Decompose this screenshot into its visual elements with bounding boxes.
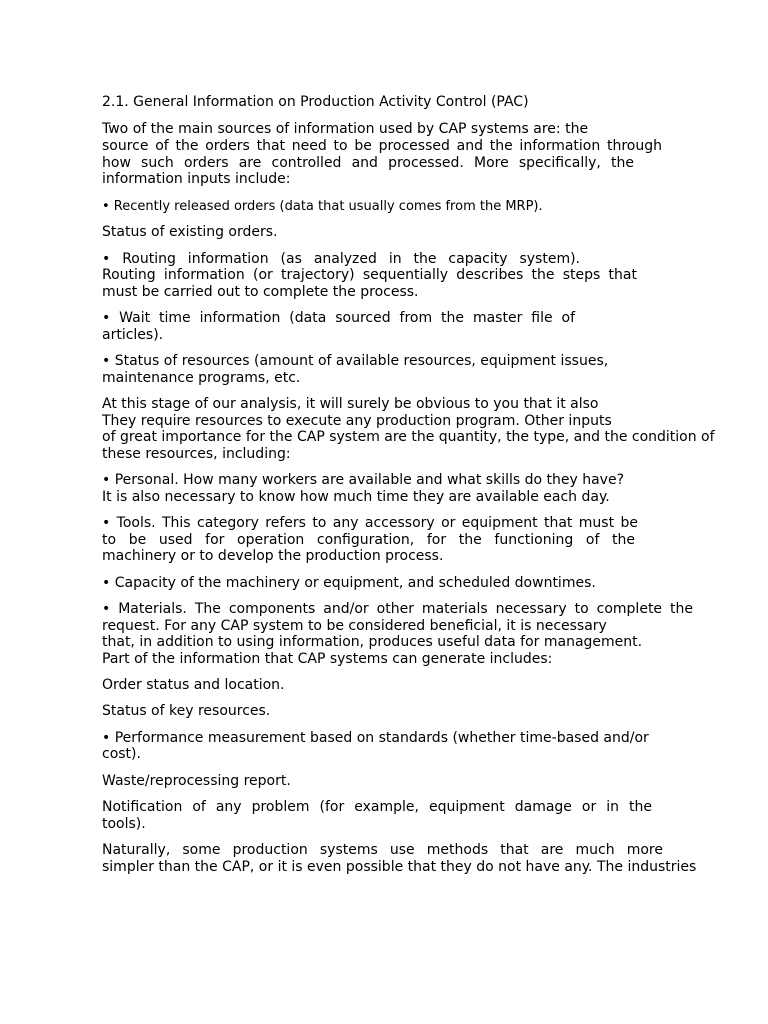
text-line: source of the orders that need to be processed and the information through (102, 138, 662, 154)
text-line: that, in addition to using information, produces useful data for management. (102, 634, 643, 650)
bullet-item: • Tools. This category refers to any accessory or equipment that must be (102, 515, 638, 531)
text-line: Waste/reprocessing report. (102, 773, 291, 789)
bullet-item: • Recently released orders (data that usually comes from the MRP). (102, 199, 543, 214)
text-line: maintenance programs, etc. (102, 370, 301, 386)
text-line: Routing information (or trajectory) sequentially describes the steps that (102, 267, 637, 283)
text-line: Two of the main sources of information used by CAP systems are: the (102, 121, 589, 137)
text-line: cost). (102, 746, 141, 762)
bullet-item: • Wait time information (data sourced from the master file of (102, 310, 575, 326)
text-line: Status of existing orders. (102, 224, 278, 240)
bullet-item: • Performance measurement based on standards (whether time-based and/or (102, 730, 649, 746)
text-line: to be used for operation configuration, for the functioning of the (102, 532, 635, 548)
text-line: Status of key resources. (102, 703, 271, 719)
bullet-item: • Routing information (as analyzed in the capacity system). (102, 251, 580, 267)
text-line: Order status and location. (102, 677, 285, 693)
section-heading: 2.1. General Information on Production Activity Control (PAC) (102, 94, 529, 110)
text-line: tools). (102, 816, 146, 832)
text-line: these resources, including: (102, 446, 291, 462)
text-line: machinery or to develop the production process. (102, 548, 444, 564)
text-line: Part of the information that CAP systems can generate includes: (102, 651, 553, 667)
text-line: information inputs include: (102, 171, 291, 187)
text-line: how such orders are controlled and processed. More specifically, the (102, 155, 634, 171)
bullet-item: • Materials. The components and/or other materials necessary to complete the (102, 601, 693, 617)
bullet-item: • Personal. How many workers are available and what skills do they have? (102, 472, 625, 488)
bullet-item: • Capacity of the machinery or equipment, and scheduled downtimes. (102, 575, 596, 591)
text-line: request. For any CAP system to be considered beneficial, it is necessary (102, 618, 607, 634)
text-line: Notification of any problem (for example, equipment damage or in the (102, 799, 652, 815)
text-line: simpler than the CAP, or it is even possible that they do not have any. The industries (102, 859, 697, 875)
bullet-item: • Status of resources (amount of available resources, equipment issues, (102, 353, 609, 369)
text-line: At this stage of our analysis, it will surely be obvious to you that it also (102, 396, 599, 412)
text-line: of great importance for the CAP system are the quantity, the type, and the condition of (102, 429, 715, 445)
text-line: It is also necessary to know how much time they are available each day. (102, 489, 610, 505)
text-line: Naturally, some production systems use methods that are much more (102, 842, 663, 858)
text-line: They require resources to execute any production program. Other inputs (102, 413, 612, 429)
text-line: articles). (102, 327, 164, 343)
text-line: must be carried out to complete the process. (102, 284, 419, 300)
